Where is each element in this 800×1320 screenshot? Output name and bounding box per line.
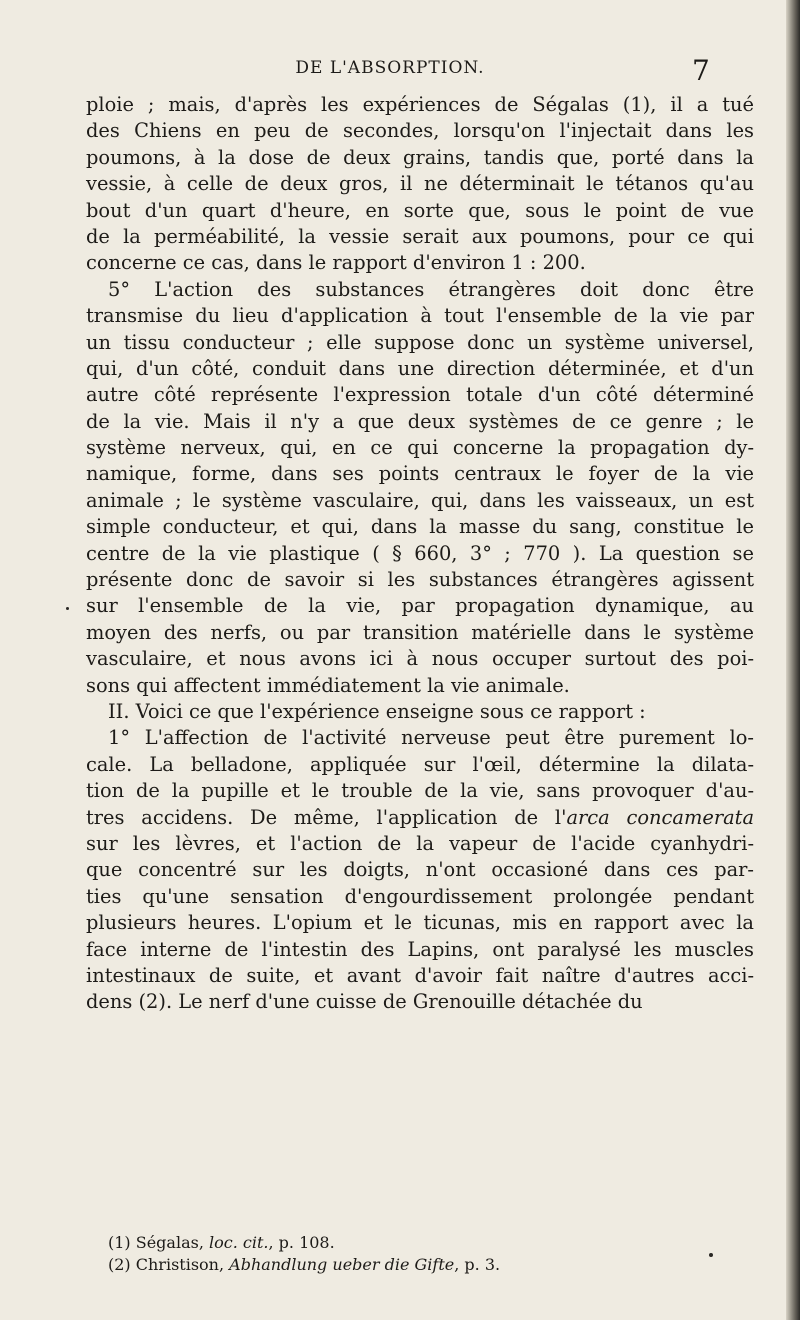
text-line: qui, d'un côté, conduit dans une direction déterminée, et d'un xyxy=(86,356,754,380)
text-line: vasculaire, et nous avons ici à nous occuper surtout des poi- xyxy=(86,647,754,671)
text-line: simple conducteur, et qui, dans la masse du sang, constitue le xyxy=(86,515,754,539)
text-line: système nerveux, qui, en ce qui concerne la propagation dy- xyxy=(86,436,754,460)
text-line: poumons, à la dose de deux grains, tandis que, porté dans la xyxy=(86,145,754,169)
text-line: un tissu conducteur ; elle suppose donc un système universel, xyxy=(86,330,754,354)
text-line: moyen des nerfs, ou par transition matérielle dans le système xyxy=(86,620,754,644)
text-line: ties qu'une sensation d'engourdissement prolongée pendant xyxy=(86,884,754,908)
text-line: intestinaux de suite, et avant d'avoir fait naître d'autres acci- xyxy=(86,963,754,987)
text-line: concerne ce cas, dans le rapport d'environ 1 : 200. xyxy=(86,251,586,275)
text-line: 1° L'affection de l'activité nerveuse peut être purement lo- xyxy=(108,726,754,750)
text-line: namique, forme, dans ses points centraux le foyer de la vie xyxy=(86,462,754,486)
body-text xyxy=(86,92,754,1016)
text-line: tion de la pupille et le trouble de la vie, sans provoquer d'au- xyxy=(86,779,754,803)
text-line: des Chiens en peu de secondes, lorsqu'on l'injectait dans les xyxy=(86,119,754,143)
text-line: dens (2). Le nerf d'une cuisse de Grenouille détachée du xyxy=(86,990,643,1014)
text-line: de la vie. Mais il n'y a que deux systèmes de ce genre ; le xyxy=(86,409,754,433)
text-line: sons qui affectent immédiatement la vie animale. xyxy=(86,673,570,697)
text-line: II. Voici ce que l'expérience enseigne sous ce rapport : xyxy=(108,699,646,723)
text-line: plusieurs heures. L'opium et le ticunas, mis en rapport avec la xyxy=(86,911,754,935)
text-line: bout d'un quart d'heure, en sorte que, sous le point de vue xyxy=(86,198,754,222)
page-number: 7 xyxy=(692,54,710,87)
footnotes xyxy=(108,1232,708,1276)
footnote: (1) Ségalas, loc. cit., p. 108. xyxy=(108,1233,335,1252)
text-line: vessie, à celle de deux gros, il ne déterminait le tétanos qu'au xyxy=(86,172,754,196)
ink-speck xyxy=(66,607,69,610)
text-line: sur les lèvres, et l'action de la vapeur de l'acide cyanhydri- xyxy=(86,831,754,855)
text-line: animale ; le système vasculaire, qui, dans les vaisseaux, un est xyxy=(86,488,754,512)
page-header xyxy=(0,56,780,86)
running-head: DE L'ABSORPTION. xyxy=(295,58,485,78)
page-edge-shadow xyxy=(786,0,800,1320)
ink-speck xyxy=(709,1253,713,1257)
text-line: autre côté représente l'expression totale d'un côté déterminé xyxy=(86,383,754,407)
text-line: tres accidens. De même, l'application de l'arca concamerata xyxy=(86,805,755,829)
text-line: de la perméabilité, la vessie serait aux poumons, pour ce qui xyxy=(86,224,754,248)
text-line: sur l'ensemble de la vie, par propagation dynamique, au xyxy=(86,594,754,618)
footnote: (2) Christison, Abhandlung ueber die Gifte, p. 3. xyxy=(108,1255,501,1274)
text-line: que concentré sur les doigts, n'ont occasioné dans ces par- xyxy=(86,858,754,882)
text-line: transmise du lieu d'application à tout l'ensemble de la vie par xyxy=(86,304,754,328)
text-line: centre de la vie plastique ( § 660, 3° ; 770 ). La question se xyxy=(86,541,754,565)
text-line: présente donc de savoir si les substances étrangères agissent xyxy=(86,568,754,592)
text-line: ploie ; mais, d'après les expériences de Ségalas (1), il a tué xyxy=(86,93,754,116)
text-line: 5° L'action des substances étrangères doit donc être xyxy=(108,277,754,301)
text-line: cale. La belladone, appliquée sur l'œil, détermine la dilata- xyxy=(86,752,754,776)
text-line: face interne de l'intestin des Lapins, ont paralysé les muscles xyxy=(86,937,754,961)
